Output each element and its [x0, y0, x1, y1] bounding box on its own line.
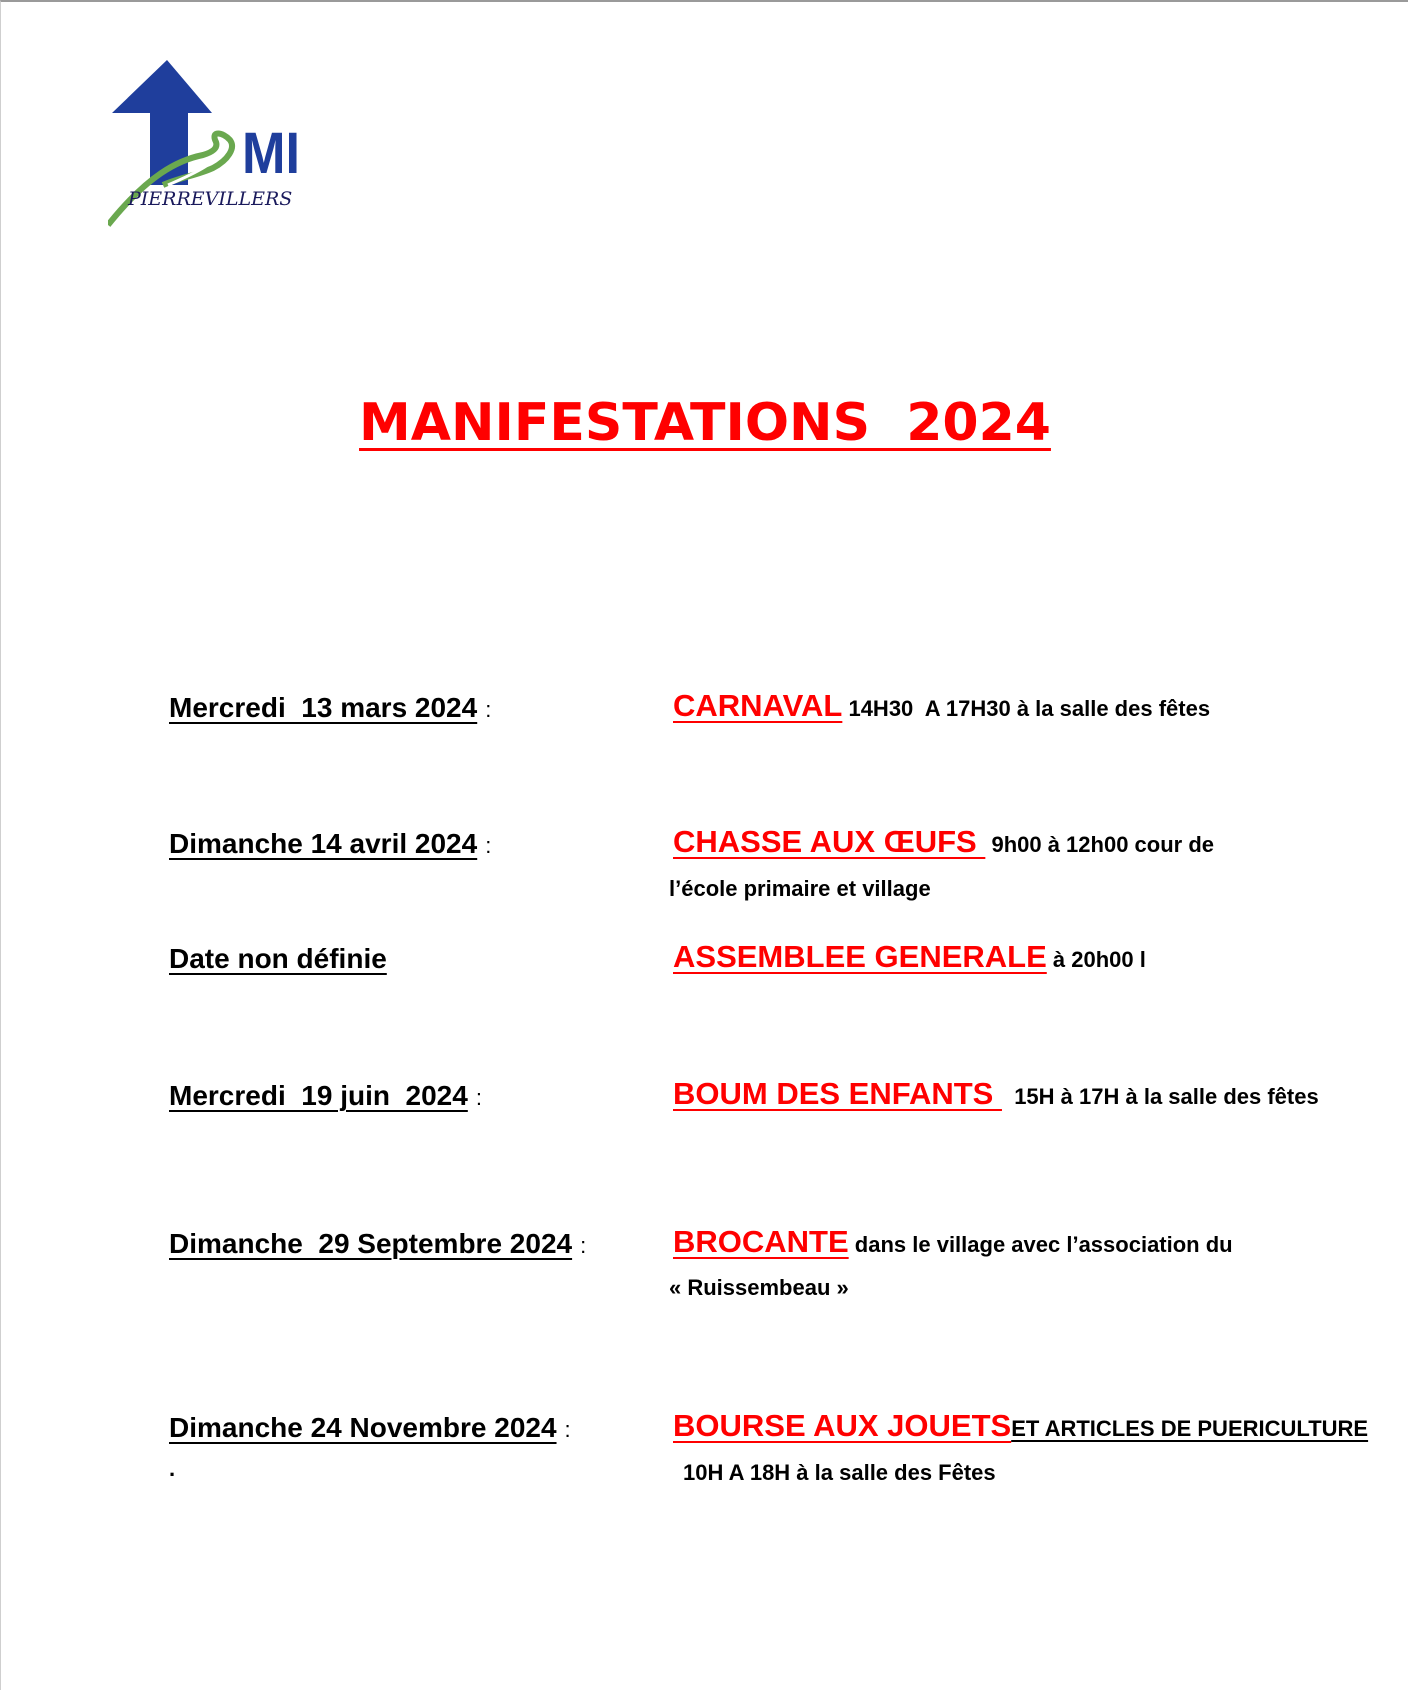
event-date: Dimanche 29 Septembre 2024 : — [169, 1228, 587, 1259]
event-entry — [673, 824, 1214, 860]
event-entry — [673, 939, 1146, 975]
logo-letters: MI — [242, 121, 300, 186]
event-name: BOURSE AUX JOUETS — [673, 1408, 1012, 1443]
event-name: CARNAVAL — [673, 688, 843, 723]
event-name: ASSEMBLEE GENERALE — [673, 939, 1047, 974]
logo — [108, 60, 308, 230]
event-date: Mercredi 13 mars 2024 : — [169, 692, 492, 723]
event-detail-continued: 10H A 18H à la salle des Fêtes — [683, 1460, 996, 1485]
event-detail: ET ARTICLES DE PUERICULTURE — [1011, 1416, 1369, 1441]
event-date: Date non définie — [169, 943, 387, 974]
event-entry — [673, 1224, 1233, 1260]
event-detail-continued: l’école primaire et village — [669, 876, 931, 901]
logo-place-name: PIERREVILLERS — [128, 188, 293, 210]
event-detail: 9h00 à 12h00 cour de — [985, 832, 1215, 857]
event-date: Mercredi 19 juin 2024 : — [169, 1080, 482, 1111]
event-name: BOUM DES ENFANTS — [673, 1076, 1002, 1111]
page-title: MANIFESTATIONS 2024 — [359, 393, 1051, 453]
event-detail: dans le village avec l’association du — [848, 1232, 1233, 1257]
house-arrow-logo-icon — [108, 60, 308, 230]
event-name: BROCANTE — [673, 1224, 849, 1259]
event-detail: à 20h00 l — [1046, 947, 1146, 972]
event-date: Dimanche 14 avril 2024 : — [169, 828, 492, 859]
event-detail: 14H30 A 17H30 à la salle des fêtes — [842, 696, 1211, 721]
event-entry — [673, 1408, 1368, 1444]
event-date: Dimanche 24 Novembre 2024 : — [169, 1412, 571, 1443]
event-detail: 15H à 17H à la salle des fêtes — [1001, 1084, 1319, 1109]
event-entry — [673, 688, 1210, 724]
event-entry — [673, 1076, 1319, 1112]
event-detail-continued: « Ruissembeau » — [669, 1275, 849, 1300]
stray-mark: . — [169, 1456, 176, 1481]
event-name: CHASSE AUX ŒUFS — [673, 824, 986, 859]
